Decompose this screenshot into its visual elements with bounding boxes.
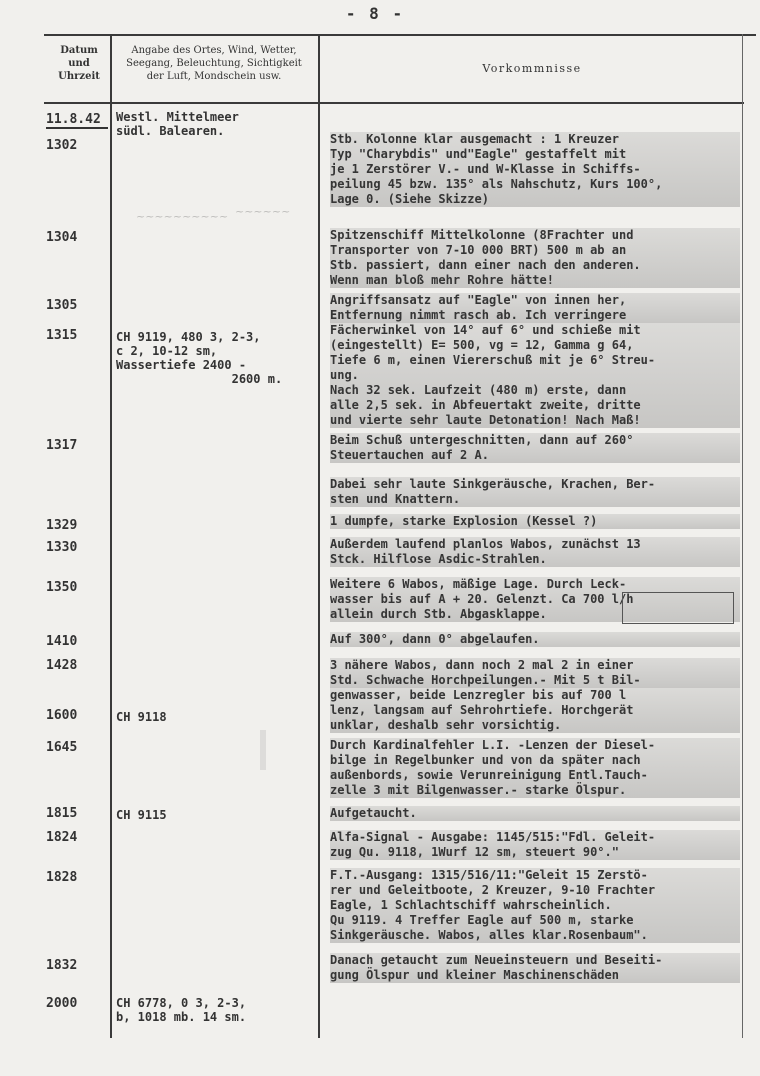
- entry-time: 1350: [46, 580, 78, 595]
- entry-time: 1410: [46, 634, 78, 649]
- entry-text: Spitzenschiff Mittelkolonne (8Frachter und Transporter von 7-10 000 BRT) 500 m ab an Stb. passiert, dann einer nach den anderen. Wenn man bloß mehr Rohre hätte!: [330, 228, 740, 288]
- entry-time: 1315: [46, 328, 78, 343]
- entry-time: 1329: [46, 518, 78, 533]
- bleed-through-mark: ~~~~~~: [235, 205, 291, 218]
- entry-location: CH 9115: [116, 808, 167, 822]
- date-cell: 11.8.42: [46, 112, 108, 129]
- right-border: [742, 34, 743, 1038]
- entry-time: 1828: [46, 870, 78, 885]
- entry-time: 1330: [46, 540, 78, 555]
- column-divider-2: [318, 34, 320, 1038]
- entry-text: Angriffsansatz auf "Eagle" von innen her, Entfernung nimmt rasch ab. Ich verringere: [330, 293, 740, 323]
- header-events: [322, 62, 742, 75]
- page-number: - 8 -: [345, 4, 405, 23]
- column-divider-1: [110, 34, 112, 1038]
- entry-text: Stb. Kolonne klar ausgemacht : 1 Kreuzer Typ "Charybdis" und"Eagle" gestaffelt mit je 1 Zerstörer V.- und W-Klasse in Schiffs- peilung 45 bzw. 135° als Nahschutz, Kurs 100°, Lage 0. (Siehe Skizze): [330, 132, 740, 207]
- entry-text: 1 dumpfe, starke Explosion (Kessel ?): [330, 514, 740, 529]
- entry-text: genwasser, beide Lenzregler bis auf 700 l lenz, langsam auf Sehrohrtiefe. Horchgerät unklar, deshalb sehr vorsichtig.: [330, 688, 740, 733]
- entry-text: 3 nähere Wabos, dann noch 2 mal 2 in einer Std. Schwache Horchpeilungen.- Mit 5 t Bil-: [330, 658, 740, 688]
- header-events-text: Vorkommnisse: [482, 62, 582, 75]
- entry-text: Beim Schuß untergeschnitten, dann auf 260° Steuertauchen auf 2 A.: [330, 433, 740, 463]
- entry-location: CH 6778, 0 3, 2-3, b, 1018 mb. 14 sm.: [116, 996, 247, 1024]
- entry-time: 1824: [46, 830, 78, 845]
- boxed-annotation: [622, 592, 734, 624]
- header-location: [114, 44, 314, 83]
- entry-text: Auf 300°, dann 0° abgelaufen.: [330, 632, 740, 647]
- header-bottom-rule: [44, 102, 744, 104]
- header-date-time: [48, 44, 110, 83]
- entry-location: CH 9118: [116, 710, 167, 724]
- entry-time: 1645: [46, 740, 78, 755]
- entry-text: Alfa-Signal - Ausgabe: 1145/515:"Fdl. Geleit- zug Qu. 9118, 1Wurf 12 sm, steuert 90°.": [330, 830, 740, 860]
- header-date-time-text: Datum und Uhrzeit: [58, 45, 100, 82]
- entry-text: Weitere 6 Wabos, mäßige Lage. Durch Leck- wasser bis auf A + 20. Gelenzt. Ca 700 l/h allein durch Stb. Abgasklappe.: [330, 577, 740, 622]
- date-location-cell: Westl. Mittelmeer südl. Balearen.: [116, 110, 239, 138]
- entry-location: CH 9119, 480 3, 2-3, c 2, 10-12 sm, Wassertiefe 2400 - 2600 m.: [116, 330, 283, 386]
- entry-text: Dabei sehr laute Sinkgeräusche, Krachen, Ber- sten und Knattern.: [330, 477, 740, 507]
- entry-text: F.T.-Ausgang: 1315/516/11:"Geleit 15 Zerstö- rer und Geleitboote, 2 Kreuzer, 9-10 Frachter Eagle, 1 Schlachtschiff wahrscheinlich. Qu 9119. 4 Treffer Eagle auf 500 m, starke Sinkgeräusche. Wabos, alles klar.Rosenbaum".: [330, 868, 740, 943]
- bleed-through-mark: ~~~~~~~~~~: [136, 210, 229, 223]
- entry-text: Danach getaucht zum Neueinsteuern und Beseiti- gung Ölspur und kleiner Maschinenschäden: [330, 953, 740, 983]
- entry-time: 1600: [46, 708, 78, 723]
- entry-text: Durch Kardinalfehler L.I. -Lenzen der Diesel- bilge in Regelbunker und von da später nach außenbords, sowie Verunreinigung Entl.Tauch- zelle 3 mit Bilgenwasser.- starke Ölspur.: [330, 738, 740, 798]
- entry-time: 1305: [46, 298, 78, 313]
- table-top-rule: [44, 34, 756, 36]
- entry-time: 1832: [46, 958, 78, 973]
- header-location-text: Angabe des Ortes, Wind, Wetter, Seegang, Beleuchtung, Sichtigkeit der Luft, Mondschein usw.: [126, 45, 302, 82]
- entry-text: Aufgetaucht.: [330, 806, 740, 821]
- entry-time: 1304: [46, 230, 78, 245]
- entry-text: Fächerwinkel von 14° auf 6° und schieße mit (eingestellt) E= 500, vg = 12, Gamma g 64, Tiefe 6 m, einen Viererschuß mit je 6° Streu- ung. Nach 32 sek. Laufzeit (480 m) erste, dann alle 2,5 sek. in Abfeuertakt zweite, dritte und vierte sehr laute Detonation! Nach Maß!: [330, 323, 740, 428]
- entry-time: 1815: [46, 806, 78, 821]
- entry-time: 2000: [46, 996, 78, 1011]
- entry-text: Außerdem laufend planlos Wabos, zunächst 13 Stck. Hilflose Asdic-Strahlen.: [330, 537, 740, 567]
- entry-time: 1317: [46, 438, 78, 453]
- entry-time: 1428: [46, 658, 78, 673]
- entry-time: 1302: [46, 138, 78, 153]
- paper-stain: [260, 730, 266, 770]
